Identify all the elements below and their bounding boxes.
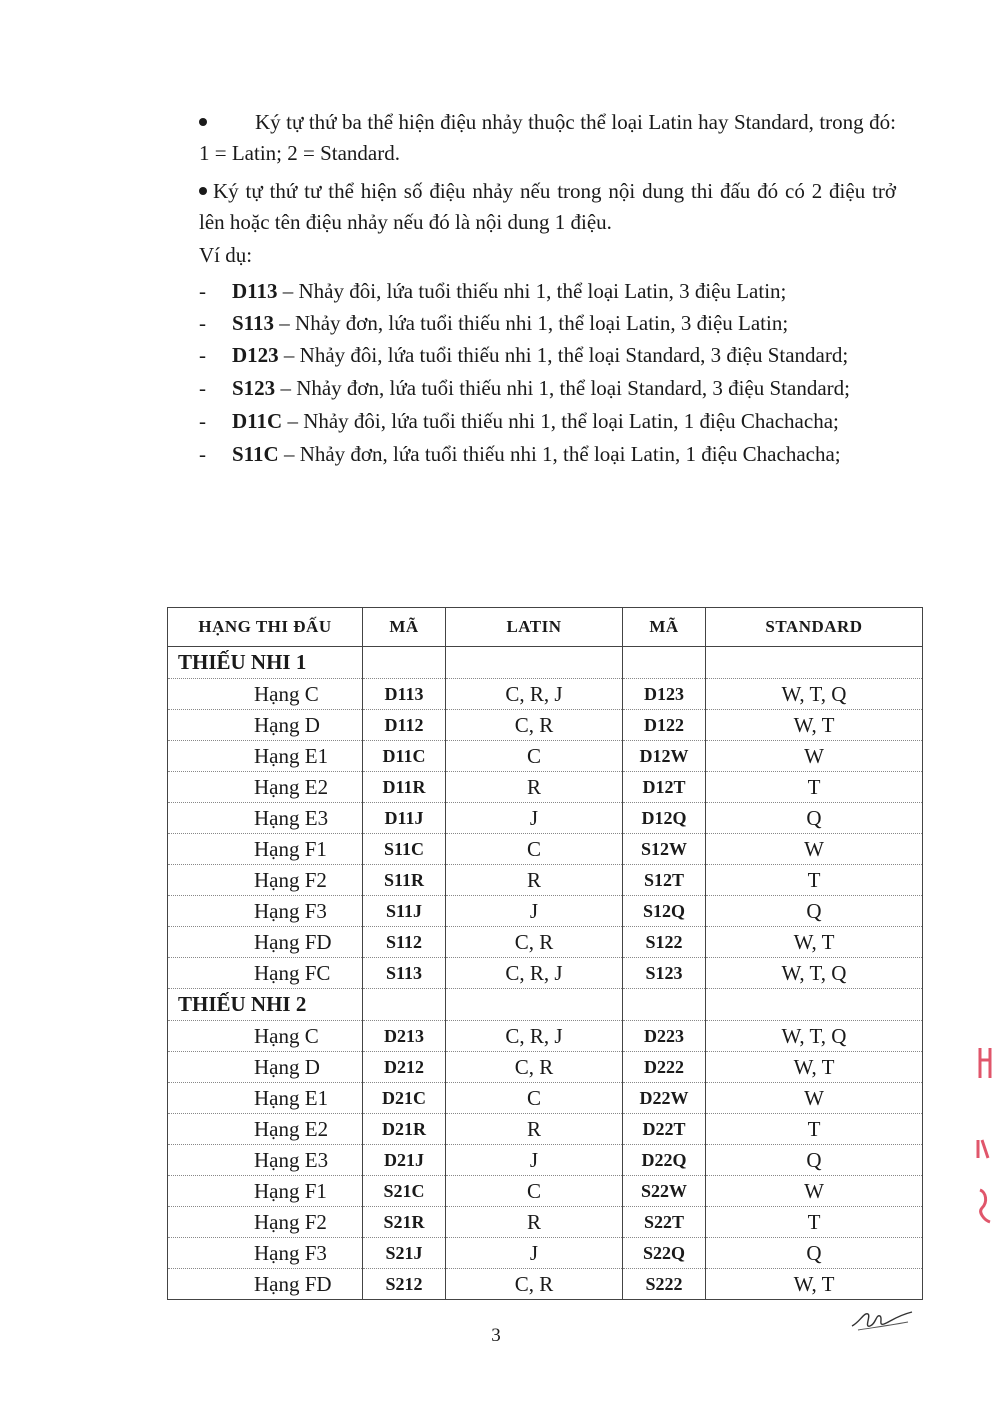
latin-dances: C, R: [446, 1052, 623, 1083]
standard-dances: Q: [706, 1238, 923, 1269]
table-row: [168, 679, 923, 710]
bullet-dot-icon: [199, 118, 207, 126]
table-row: [168, 741, 923, 772]
example-heading: Ví dụ:: [199, 243, 253, 267]
grade-label: Hạng F3: [168, 896, 363, 927]
standard-code: S12W: [623, 834, 706, 865]
latin-dances: J: [446, 1238, 623, 1269]
standard-code: D122: [623, 710, 706, 741]
list-dash: -: [199, 409, 206, 433]
grade-label: Hạng E3: [168, 803, 363, 834]
latin-code: S11J: [363, 896, 446, 927]
example-code: D113: [232, 279, 278, 303]
grade-label: Hạng F1: [168, 834, 363, 865]
standard-code: S22Q: [623, 1238, 706, 1269]
latin-code: S11C: [363, 834, 446, 865]
standard-code: S22W: [623, 1176, 706, 1207]
latin-dances: C: [446, 1176, 623, 1207]
list-dash: -: [199, 311, 206, 335]
latin-dances: C, R: [446, 710, 623, 741]
example-item: [199, 406, 896, 437]
page-number: 3: [491, 1325, 501, 1346]
latin-dances: J: [446, 896, 623, 927]
standard-code: D22W: [623, 1083, 706, 1114]
grade-label: Hạng FD: [168, 1269, 363, 1300]
table-row: [168, 1176, 923, 1207]
latin-code: S11R: [363, 865, 446, 896]
standard-dances: W, T, Q: [706, 679, 923, 710]
grade-label: Hạng E3: [168, 1145, 363, 1176]
example-description: – Nhảy đôi, lứa tuổi thiếu nhi 1, thể loại Latin, 3 điệu Latin;: [277, 279, 787, 303]
grade-label: Hạng E1: [168, 741, 363, 772]
empty-cell: [623, 989, 706, 1021]
latin-code: D113: [363, 679, 446, 710]
empty-cell: [446, 989, 623, 1021]
table-row: [168, 896, 923, 927]
latin-dances: R: [446, 772, 623, 803]
empty-cell: [363, 989, 446, 1021]
latin-dances: R: [446, 1114, 623, 1145]
signature-icon: [850, 1304, 916, 1336]
latin-dances: C, R, J: [446, 958, 623, 989]
grade-label: Hạng C: [168, 679, 363, 710]
grade-label: Hạng E1: [168, 1083, 363, 1114]
table-body: [168, 647, 923, 1300]
example-description: – Nhảy đôi, lứa tuổi thiếu nhi 1, thể loại Latin, 1 điệu Chachacha;: [282, 409, 839, 433]
standard-dances: W: [706, 1083, 923, 1114]
latin-code: D112: [363, 710, 446, 741]
standard-code: S12T: [623, 865, 706, 896]
standard-dances: Q: [706, 896, 923, 927]
bullet-paragraph: [199, 107, 896, 169]
standard-dances: Q: [706, 803, 923, 834]
standard-code: D123: [623, 679, 706, 710]
latin-dances: R: [446, 865, 623, 896]
standard-dances: W, T: [706, 1269, 923, 1300]
example-list: [199, 276, 896, 472]
table-row: [168, 1021, 923, 1052]
grade-label: Hạng D: [168, 710, 363, 741]
group-name: THIẾU NHI 2: [168, 989, 363, 1021]
table-row: [168, 1145, 923, 1176]
latin-code: D21R: [363, 1114, 446, 1145]
standard-code: D22Q: [623, 1145, 706, 1176]
table-row: [168, 1083, 923, 1114]
grade-label: Hạng F1: [168, 1176, 363, 1207]
latin-dances: C, R: [446, 927, 623, 958]
latin-dances: J: [446, 1145, 623, 1176]
table-row: [168, 803, 923, 834]
example-code: S113: [232, 311, 275, 335]
standard-code: S12Q: [623, 896, 706, 927]
grade-label: Hạng FD: [168, 927, 363, 958]
grade-label: Hạng D: [168, 1052, 363, 1083]
empty-cell: [706, 989, 923, 1021]
latin-dances: C: [446, 834, 623, 865]
table-row: [168, 710, 923, 741]
standard-dances: Q: [706, 1145, 923, 1176]
empty-cell: [706, 647, 923, 679]
latin-code: D11R: [363, 772, 446, 803]
latin-dances: C, R, J: [446, 1021, 623, 1052]
example-item: [199, 439, 896, 470]
example-code: S11C: [232, 442, 279, 466]
standard-code: D222: [623, 1052, 706, 1083]
latin-dances: C: [446, 741, 623, 772]
bullet-dot-icon: [199, 187, 207, 195]
stamp-fragment-icon: [966, 1040, 992, 1230]
example-code: D123: [232, 343, 279, 367]
bullet-text: Ký tự thứ ba thể hiện điệu nhảy thuộc thể loại Latin hay Standard, trong đó: 1 = Latin; 2 = Standard.: [199, 110, 896, 165]
latin-code: S212: [363, 1269, 446, 1300]
latin-dances: R: [446, 1207, 623, 1238]
grade-label: Hạng F2: [168, 865, 363, 896]
latin-code: D21C: [363, 1083, 446, 1114]
standard-code: D22T: [623, 1114, 706, 1145]
example-code: D11C: [232, 409, 283, 433]
group-name: THIẾU NHI 1: [168, 647, 363, 679]
header-standard-code: MÃ: [623, 608, 706, 647]
table-row: [168, 865, 923, 896]
standard-code: D12T: [623, 772, 706, 803]
grade-label: Hạng E2: [168, 772, 363, 803]
table-row: [168, 958, 923, 989]
list-dash: -: [199, 343, 206, 367]
example-item: [199, 276, 896, 307]
standard-dances: W, T: [706, 710, 923, 741]
example-description: – Nhảy đơn, lứa tuổi thiếu nhi 1, thể loại Standard, 3 điệu Standard;: [275, 376, 850, 400]
table-row: [168, 1114, 923, 1145]
latin-code: D213: [363, 1021, 446, 1052]
group-row: [168, 647, 923, 679]
latin-code: S21R: [363, 1207, 446, 1238]
latin-code: S21J: [363, 1238, 446, 1269]
grade-label: Hạng F2: [168, 1207, 363, 1238]
table-row: [168, 1269, 923, 1300]
standard-dances: T: [706, 1207, 923, 1238]
latin-code: D212: [363, 1052, 446, 1083]
empty-cell: [446, 647, 623, 679]
standard-code: D12Q: [623, 803, 706, 834]
standard-code: D223: [623, 1021, 706, 1052]
table-row: [168, 834, 923, 865]
standard-dances: W: [706, 834, 923, 865]
example-description: – Nhảy đơn, lứa tuổi thiếu nhi 1, thể loại Latin, 1 điệu Chachacha;: [278, 442, 841, 466]
standard-dances: W, T: [706, 927, 923, 958]
latin-code: S113: [363, 958, 446, 989]
list-dash: -: [199, 442, 206, 466]
table-row: [168, 927, 923, 958]
header-standard: STANDARD: [706, 608, 923, 647]
standard-dances: W, T, Q: [706, 958, 923, 989]
header-latin-code: MÃ: [363, 608, 446, 647]
latin-code: D11C: [363, 741, 446, 772]
standard-dances: T: [706, 865, 923, 896]
grade-label: Hạng C: [168, 1021, 363, 1052]
standard-code: D12W: [623, 741, 706, 772]
standard-dances: W: [706, 1176, 923, 1207]
header-latin: LATIN: [446, 608, 623, 647]
grade-label: Hạng FC: [168, 958, 363, 989]
example-item: [199, 373, 896, 404]
latin-code: D21J: [363, 1145, 446, 1176]
example-item: [199, 308, 896, 339]
table-row: [168, 1052, 923, 1083]
header-grade: HẠNG THI ĐẤU: [168, 608, 363, 647]
table-row: [168, 772, 923, 803]
example-code: S123: [232, 376, 276, 400]
latin-code: S21C: [363, 1176, 446, 1207]
standard-dances: W, T, Q: [706, 1021, 923, 1052]
standard-code: S122: [623, 927, 706, 958]
example-item: [199, 340, 896, 371]
table-row: [168, 1207, 923, 1238]
latin-dances: J: [446, 803, 623, 834]
latin-dances: C: [446, 1083, 623, 1114]
grade-label: Hạng E2: [168, 1114, 363, 1145]
list-dash: -: [199, 279, 206, 303]
grade-code-table: [167, 607, 923, 1300]
latin-code: S112: [363, 927, 446, 958]
grade-label: Hạng F3: [168, 1238, 363, 1269]
empty-cell: [363, 647, 446, 679]
standard-dances: T: [706, 772, 923, 803]
standard-dances: W, T: [706, 1052, 923, 1083]
latin-dances: C, R, J: [446, 679, 623, 710]
standard-dances: W: [706, 741, 923, 772]
standard-code: S123: [623, 958, 706, 989]
latin-dances: C, R: [446, 1269, 623, 1300]
list-dash: -: [199, 376, 206, 400]
example-description: – Nhảy đôi, lứa tuổi thiếu nhi 1, thể loại Standard, 3 điệu Standard;: [278, 343, 849, 367]
bullet-paragraph: [199, 176, 896, 238]
standard-code: S22T: [623, 1207, 706, 1238]
bullet-text: Ký tự thứ tư thể hiện số điệu nhảy nếu trong nội dung thi đấu đó có 2 điệu trở lên hoặc tên điệu nhảy nếu đó là nội dung 1 điệu.: [199, 179, 896, 234]
table-header-row: [168, 608, 923, 647]
table-row: [168, 1238, 923, 1269]
standard-code: S222: [623, 1269, 706, 1300]
group-row: [168, 989, 923, 1021]
example-description: – Nhảy đơn, lứa tuổi thiếu nhi 1, thể loại Latin, 3 điệu Latin;: [274, 311, 789, 335]
standard-dances: T: [706, 1114, 923, 1145]
empty-cell: [623, 647, 706, 679]
latin-code: D11J: [363, 803, 446, 834]
